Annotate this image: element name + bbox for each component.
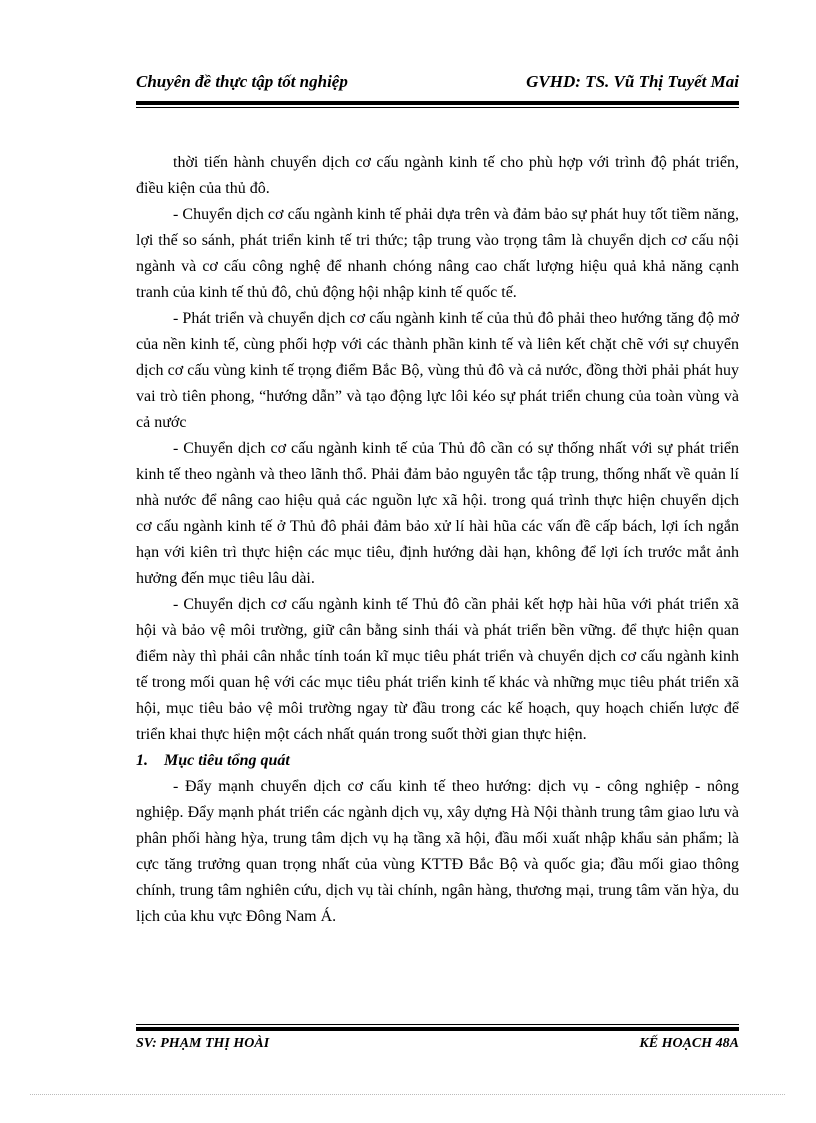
section-title: Mục tiêu tổng quát	[164, 752, 290, 769]
page-bottom-dotted-line	[30, 1094, 785, 1095]
paragraph: thời tiến hành chuyển dịch cơ cấu ngành kinh tế cho phù hợp với trình độ phát triển, điều kiện của thủ đô.	[136, 154, 739, 197]
paragraph: - Phát triển và chuyển dịch cơ cấu ngành kinh tế của thủ đô phải theo hướng tăng độ mở của nền kinh tế, cùng phối hợp với các thành phần kinh tế và liên kết chặt chẽ với sự chuyển dịch cơ cấu vùng kinh tế trọng điểm Bắc Bộ, vùng thủ đô và cả nước, đồng thời phải phát huy vai trò tiên phong, “hướng dẫn” và tạo động lực lôi kéo sự phát triển chung của toàn vùng và cả nước	[136, 310, 739, 431]
page-footer	[136, 1036, 739, 1058]
paragraph: - Chuyển dịch cơ cấu ngành kinh tế phải dựa trên và đảm bảo sự phát huy tốt tiềm năng, lợi thế so sánh, phát triển kinh tế tri thức; tập trung vào trọng tâm là chuyển dịch cơ cấu nội ngành và cơ cấu công nghệ để nhanh chóng nâng cao chất lượng hiệu quả khả năng cạnh tranh của kinh tế thủ đô, chủ động hội nhập kinh tế quốc tế.	[136, 206, 739, 301]
footer-rule-thin	[136, 1024, 739, 1025]
document-body	[136, 150, 739, 930]
section-heading	[136, 748, 739, 774]
paragraph: - Chuyển dịch cơ cấu ngành kinh tế Thủ đô cần phải kết hợp hài hũa với phát triển xã hội và bảo vệ môi trường, giữ cân bằng sinh thái và phát triển bền vững. để thực hiện quan điểm này thì phải cân nhắc tính toán kĩ mục tiêu phát triển và chuyển dịch cơ cấu ngành kinh tế trong mối quan hệ với các mục tiêu phát triển kinh tế khác và những mục tiêu phát triển xã hội, mục tiêu bảo vệ môi trường ngay từ đầu trong các kế hoạch, quy hoạch chiến lược để triển khai thực hiện một cách nhất quán trong suốt thời gian thực hiện.	[136, 596, 739, 743]
header-title: Chuyên đề thực tập tốt nghiệp	[136, 72, 348, 91]
header-rule-thin	[136, 107, 739, 108]
header-supervisor: GVHD: TS. Vũ Thị Tuyết Mai	[526, 72, 739, 91]
paragraph: - Chuyển dịch cơ cấu ngành kinh tế của Thủ đô cần có sự thống nhất với sự phát triển kinh tế theo ngành và theo lãnh thổ. Phải đảm bảo nguyên tắc tập trung, thống nhất về quản lí nhà nước để nâng cao hiệu quả các nguồn lực xã hội. trong quá trình thực hiện chuyển dịch cơ cấu ngành kinh tế ở Thủ đô phải đảm bảo xử lí hài hũa các vấn đề cấp bách, lợi ích ngắn hạn với kiên trì thực hiện các mục tiêu, định hướng dài hạn, không để lợi ích trước mắt ảnh hưởng đến mục tiêu lâu dài.	[136, 440, 739, 587]
section-number: 1.	[136, 752, 148, 769]
footer-class: KẾ HOẠCH 48A	[639, 1036, 739, 1051]
paragraph: - Đẩy mạnh chuyển dịch cơ cấu kinh tế theo hướng: dịch vụ - công nghiệp - nông nghiệp. Đẩy mạnh phát triển các ngành dịch vụ, xây dựng Hà Nội thành trung tâm giao lưu và phân phối hàng hỳa, trung tâm dịch vụ hạ tầng xã hội, đầu mối xuất nhập khẩu sản phẩm; là cực tăng trưởng quan trọng nhất của vùng KTTĐ Bắc Bộ và quốc gia; đầu mối giao thông chính, trung tâm nghiên cứu, dịch vụ tài chính, ngân hàng, thương mại, trung tâm văn hỳa, du lịch của khu vực Đông Nam Á.	[136, 778, 739, 925]
footer-rule-thick	[136, 1027, 739, 1031]
header-rule-thick	[136, 101, 739, 105]
footer-student: SV: PHẠM THỊ HOÀI	[136, 1036, 270, 1051]
page-header	[136, 72, 739, 100]
